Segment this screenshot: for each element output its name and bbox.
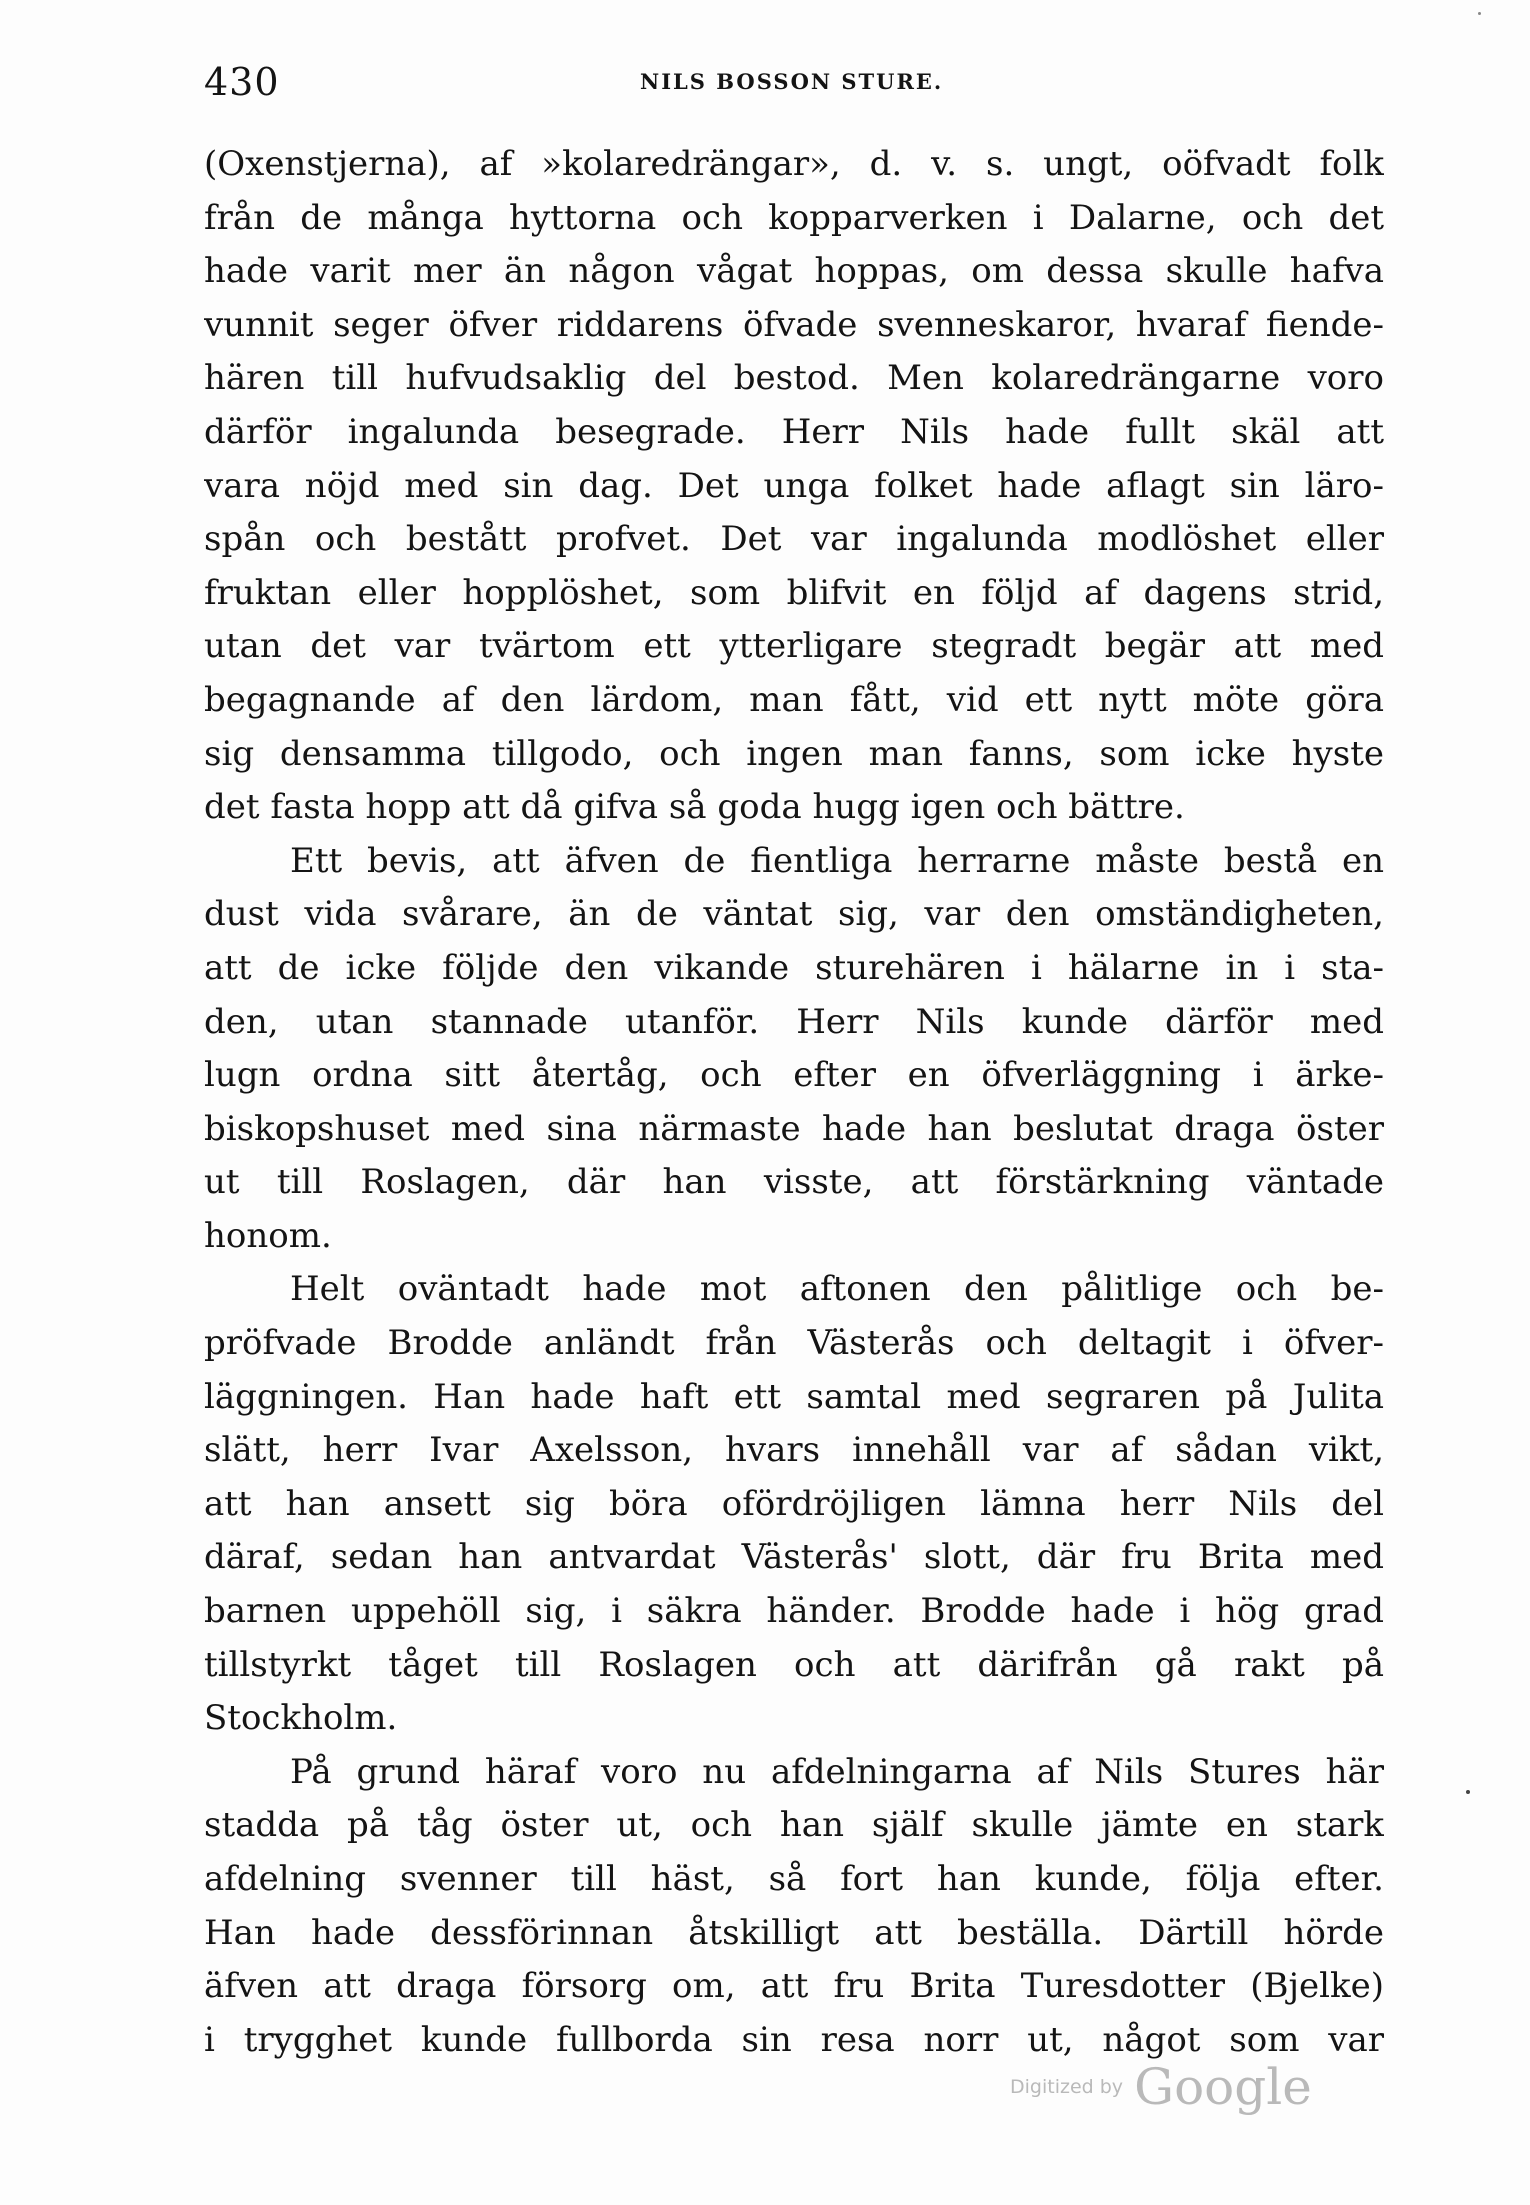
text-line: begagnande af den lärdom, man fått, vid ett nytt möte göra [204,679,1384,720]
text-line: den, utan stannade utanför. Herr Nils kunde därför med [204,1001,1384,1042]
text-line: pröfvade Brodde anländt från Västerås och deltagit i öfver- [204,1323,1384,1364]
text-line: afdelning svenner till häst, så fort han kunde, följa efter. [204,1859,1384,1899]
text-line: äfven att draga försorg om, att fru Brita Turesdotter (Bjelke) [204,1966,1384,2007]
text-line: att de icke följde den vikande sturehären i hälarne in i sta- [204,947,1384,988]
text-line: spån och bestått profvet. Det var ingalunda modlöshet eller [204,519,1384,560]
text-line: att han ansett sig böra ofördröjligen lämna herr Nils del [204,1483,1384,1524]
digitized-watermark [1010,2058,1312,2118]
text-line: Ett bevis, att äfven de fientliga herrarne måste bestå en [290,840,1384,881]
text-line: sig densamma tillgodo, och ingen man fanns, som icke hyste [204,733,1384,774]
text-line: slätt, herr Ivar Axelsson, hvars innehåll var af sådan vikt, [204,1430,1384,1471]
text-line: stadda på tåg öster ut, och han själf skulle jämte en stark [204,1805,1384,1846]
text-line: vunnit seger öfver riddarens öfvade svenneskaror, hvaraf fiende- [204,304,1384,345]
text-line: hären till hufvudsaklig del bestod. Men kolaredrängarne voro [204,358,1384,399]
text-line: dust vida svårare, än de väntat sig, var den omständigheten, [204,894,1384,935]
text-line: däraf, sedan han antvardat Västerås' slott, där fru Brita med [204,1537,1384,1578]
page-number: 430 [204,60,280,104]
text-line: (Oxenstjerna), af »kolaredrängar», d. v. s. ungt, oöfvadt folk [204,144,1384,184]
text-line: Helt oväntadt hade mot aftonen den pålitlige och be- [290,1269,1384,1310]
text-line: utan det var tvärtom ett ytterligare stegradt begär att med [204,626,1384,667]
paper-speck [1466,1790,1470,1794]
google-logo: Google [1134,2058,1312,2116]
paper-speck [1478,12,1481,15]
running-title: NILS BOSSON STURE. [640,69,944,94]
text-line: i trygghet kunde fullborda sin resa norr ut, något som var [204,2019,1384,2060]
text-line: lugn ordna sitt återtåg, och efter en öfverläggning i ärke- [204,1055,1384,1096]
watermark-prefix: Digitized by [1010,2076,1124,2098]
text-line: Stockholm. [204,1698,398,1739]
text-line: läggningen. Han hade haft ett samtal med segraren på Julita [204,1376,1384,1417]
text-line: barnen uppehöll sig, i säkra händer. Brodde hade i hög grad [204,1591,1384,1632]
text-line: tillstyrkt tåget till Roslagen och att därifrån gå rakt på [204,1644,1384,1685]
text-line: därför ingalunda besegrade. Herr Nils hade fullt skäl att [204,411,1384,452]
text-line: Han hade dessförinnan åtskilligt att beställa. Därtill hörde [204,1912,1384,1953]
text-line: från de många hyttorna och kopparverken i Dalarne, och det [204,197,1384,238]
text-line: fruktan eller hopplöshet, som blifvit en följd af dagens strid, [204,572,1384,613]
text-line: det fasta hopp att då gifva så goda hugg igen och bättre. [204,787,1185,828]
text-line: På grund häraf voro nu afdelningarna af Nils Stures här [290,1751,1384,1792]
text-line: biskopshuset med sina närmaste hade han beslutat draga öster [204,1108,1384,1149]
text-line: vara nöjd med sin dag. Det unga folket hade aflagt sin läro- [204,465,1384,506]
page-header [204,52,1384,112]
text-line: hade varit mer än någon vågat hoppas, om dessa skulle hafva [204,251,1384,292]
body-text [204,138,1384,2067]
text-line: ut till Roslagen, där han visste, att förstärkning väntade [204,1162,1384,1203]
text-line: honom. [204,1215,332,1256]
